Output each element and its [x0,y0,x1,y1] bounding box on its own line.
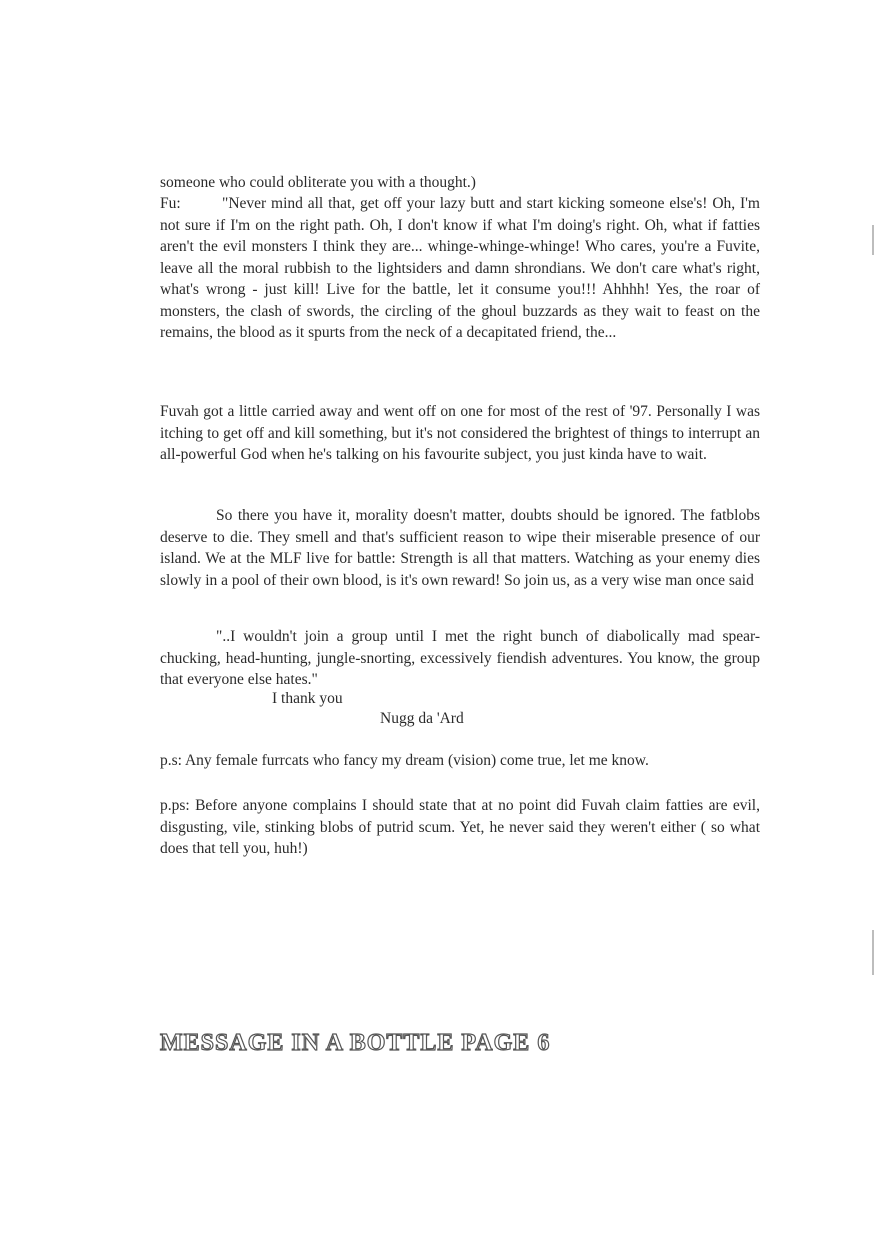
narrative-text: Fuvah got a little carried away and went off on one for most of the rest of '97. Personally I was itching to get off and kill something, but it's not considered the brightest of things to interrupt an all-powerful God when he's talking on his favourite subject, you just kinda have to wait. [160,403,760,463]
narrative-paragraph [160,401,760,466]
speaker-label: Fu: [160,195,181,212]
fu-speech-text [160,193,760,344]
quote-paragraph [160,626,760,691]
scan-edge-mark [872,930,874,975]
quote-text: "..I wouldn't join a group until I met the right bunch of diabolically mad spear-chucking, head-hunting, jungle-snorting, excessively fiendish adventures. You know, the group that everyone else hates." [160,628,760,688]
opening-line-text: someone who could obliterate you with a thought.) [160,174,476,191]
signature: Nugg da 'Ard [380,710,464,727]
fu-speech-paragraph [160,193,760,344]
pps-text: p.ps: Before anyone complains I should state that at no point did Fuvah claim fatties are evil, disgusting, vile, stinking blobs of putrid scum. Yet, he never said they weren't either ( so what does that tell you, huh!) [160,797,760,857]
thanks-line: I thank you [272,690,343,707]
fu-speech-body: "Never mind all that, get off your lazy butt and start kicking someone else's! Oh, I'm not sure if I'm on the right path. Oh, I don't know if what I'm doing's right. Oh, what if fatties aren't the evil monsters I think they are... whinge-whinge-whinge! Who cares, you're a Fuvite, leave all the moral rubbish to the lightsiders and damn shrondians. We don't care what's right, what's wrong - just kill! Live for the battle, let it consume you!!! Ahhhh! Yes, the roar of monsters, the clash of swords, the circling of the ghoul buzzards as they wait to feast on the remains, the blood as it spurts from the neck of a decapitated friend, the... [160,195,760,341]
closing-text: So there you have it, morality doesn't matter, doubts should be ignored. The fatblobs deserve to die. They smell and that's sufficient reason to wipe their miserable presence of our island. We at the MLF live for battle: Strength is all that matters. Watching as your enemy dies slowly in a pool of their own blood, is it's own reward! So join us, as a very wise man once said [160,507,760,589]
ps-paragraph [160,750,760,772]
page-footer: MESSAGE IN A BOTTLE PAGE 6 [160,1030,551,1056]
scan-edge-mark [872,225,874,255]
closing-paragraph [160,505,760,591]
ps-text: p.s: Any female furrcats who fancy my dream (vision) come true, let me know. [160,752,649,769]
opening-line [160,172,760,194]
pps-paragraph [160,795,760,860]
